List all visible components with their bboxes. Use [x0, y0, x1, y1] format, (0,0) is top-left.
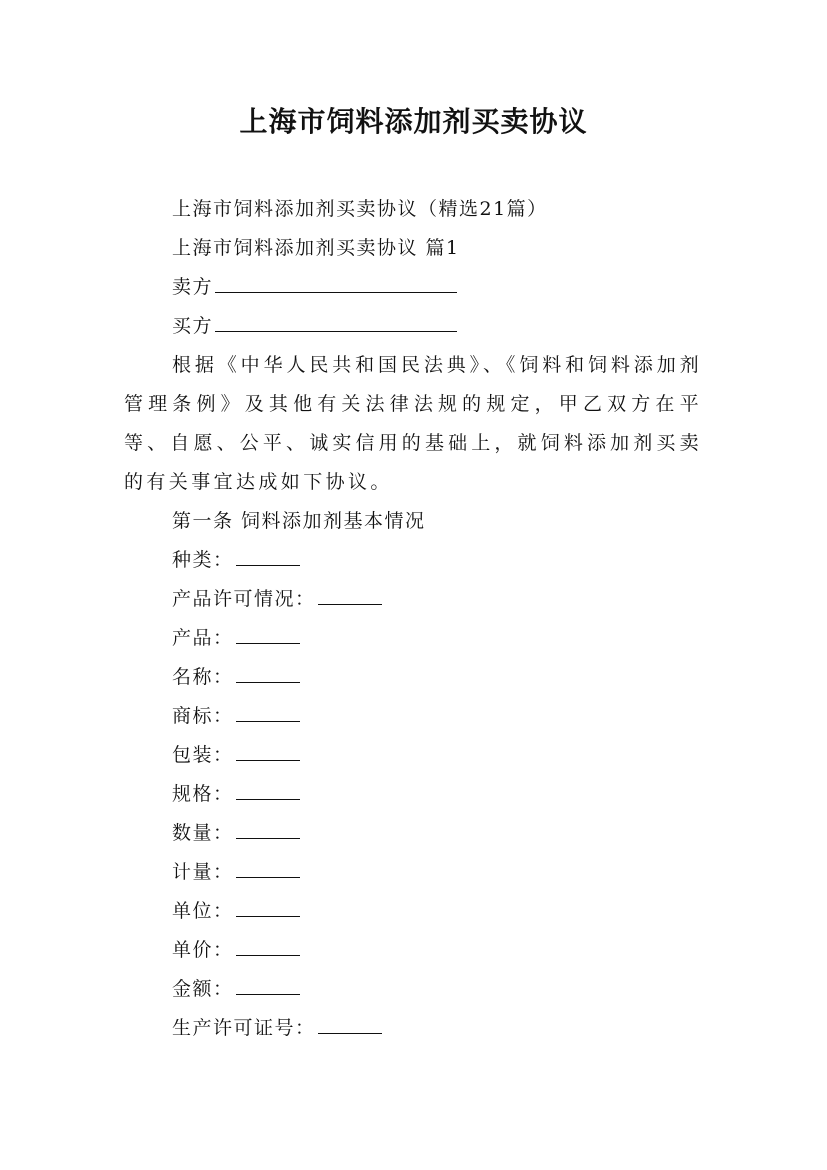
field-blank [236, 954, 300, 956]
field-line [124, 697, 702, 736]
field-label: 规格： [172, 783, 234, 805]
field-line [124, 619, 702, 658]
buyer-line [124, 307, 702, 346]
field-label: 数量： [172, 822, 234, 844]
field-label: 单位： [172, 900, 234, 922]
buyer-label: 买方 [172, 315, 214, 337]
document-subtitle: 上海市饲料添加剂买卖协议（精选21篇） [172, 198, 548, 220]
field-blank [236, 681, 300, 683]
field-label: 产品许可情况： [172, 588, 316, 610]
field-line [124, 853, 702, 892]
field-line [124, 892, 702, 931]
field-line [124, 814, 702, 853]
field-label: 单价： [172, 939, 234, 961]
field-label: 生产许可证号： [172, 1017, 316, 1039]
intro-paragraph: 根据《中华人民共和国民法典》、《饲料和饲料添加剂管理条例》及其他有关法律法规的规定，甲乙双方在平等、自愿、公平、诚实信用的基础上，就饲料添加剂买卖的有关事宜达成如下协议。 [124, 354, 702, 493]
seller-label: 卖方 [172, 276, 214, 298]
field-line [124, 931, 702, 970]
field-blank [236, 720, 300, 722]
field-line [124, 1009, 702, 1048]
section-heading: 上海市饲料添加剂买卖协议 篇1 [172, 237, 460, 259]
article-1-heading: 第一条 饲料添加剂基本情况 [172, 510, 426, 532]
field-label: 产品： [172, 627, 234, 649]
document-title: 上海市饲料添加剂买卖协议 [239, 105, 588, 138]
field-blank [318, 1032, 382, 1034]
field-blank [236, 642, 300, 644]
buyer-blank [215, 330, 457, 332]
field-line [124, 970, 702, 1009]
field-blank [318, 603, 382, 605]
field-line [124, 580, 702, 619]
field-line [124, 541, 702, 580]
field-line [124, 775, 702, 814]
field-blank [236, 876, 300, 878]
field-label: 计量： [172, 861, 234, 883]
field-blank [236, 993, 300, 995]
field-label: 包装： [172, 744, 234, 766]
field-line [124, 658, 702, 697]
field-label: 种类： [172, 549, 234, 571]
field-blank [236, 915, 300, 917]
field-line [124, 736, 702, 775]
field-label: 商标： [172, 705, 234, 727]
field-label: 金额： [172, 978, 234, 1000]
field-blank [236, 837, 300, 839]
document-body [124, 190, 702, 1048]
field-blank [236, 759, 300, 761]
field-blank [236, 564, 300, 566]
field-label: 名称： [172, 666, 234, 688]
seller-blank [215, 291, 457, 293]
seller-line [124, 268, 702, 307]
field-blank [236, 798, 300, 800]
